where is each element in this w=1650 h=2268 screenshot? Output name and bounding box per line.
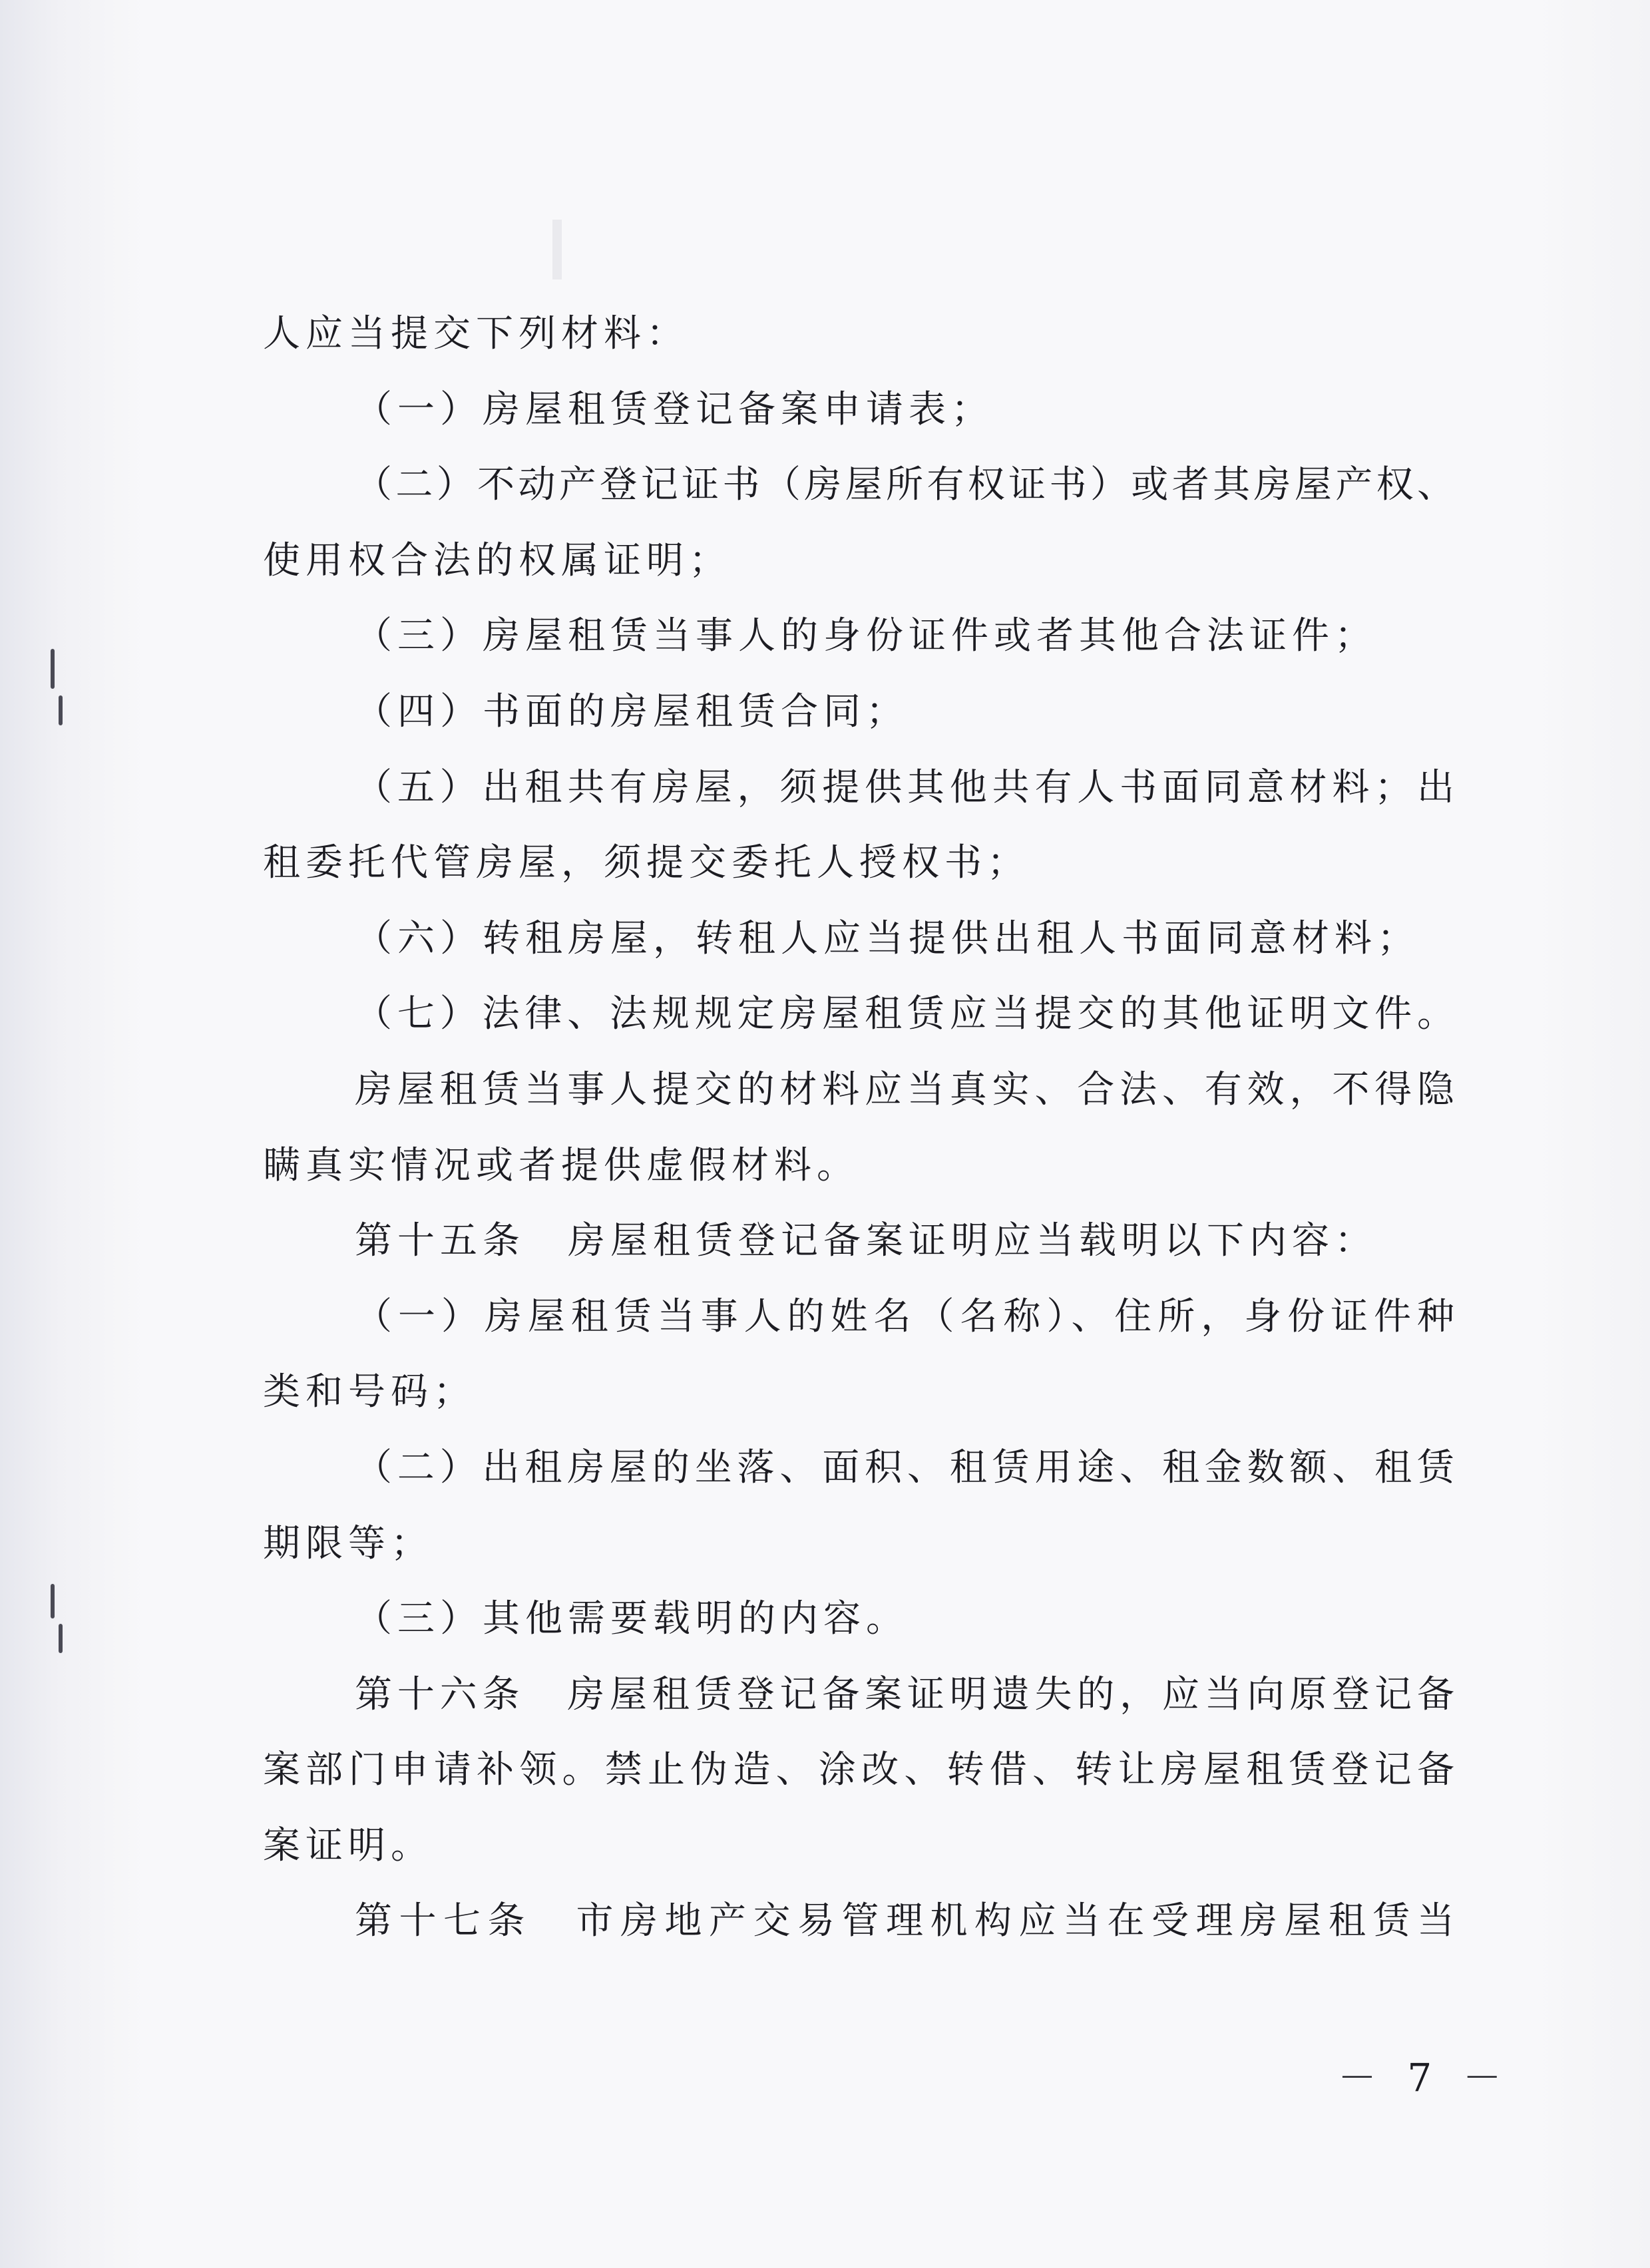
text-line: 类和号码； [263,1370,476,1414]
text-line: （七）法律、法规规定房屋租赁应当提交的其他证明文件。 [355,992,1454,1036]
body-text [263,296,1454,1959]
binding-staple-mark [51,649,55,689]
text-line: 瞒真实情况或者提供虚假材料。 [263,1143,859,1187]
text-line: 租委托代管房屋，须提交委托人授权书； [263,841,1030,885]
text-line: 期限等； [263,1521,433,1565]
page-number: － 7 － [1338,2055,1511,2100]
text-line: （五）出租共有房屋，须提供其他共有人书面同意材料；出 [355,765,1454,809]
text-line: （三）其他需要载明的内容。 [355,1597,909,1641]
text-line: 房屋租赁当事人提交的材料应当真实、合法、有效，不得隐 [355,1067,1454,1111]
text-line: （一）房屋租赁当事人的姓名（名称）、住所，身份证件种 [355,1294,1454,1338]
text-line: 案证明。 [263,1823,433,1867]
binding-staple-mark [59,695,63,725]
text-line: （二）出租房屋的坐落、面积、租赁用途、租金数额、租赁 [355,1445,1454,1489]
text-line: 第十五条 房屋租赁登记备案证明应当载明以下内容： [355,1219,1377,1263]
text-line: 第十六条 房屋租赁登记备案证明遗失的，应当向原登记备 [355,1672,1454,1716]
text-line: （四）书面的房屋租赁合同； [355,689,909,733]
text-line: 使用权合法的权属证明； [263,538,731,582]
text-line: 第十七条 市房地产交易管理机构应当在受理房屋租赁当 [355,1899,1454,1943]
text-line: 案部门申请补领。禁止伪造、涂改、转借、转让房屋租赁登记备 [263,1748,1454,1792]
text-line: 人应当提交下列材料： [263,312,689,355]
text-line: （三）房屋租赁当事人的身份证件或者其他合法证件； [355,614,1377,658]
text-line: （一）房屋租赁登记备案申请表； [355,387,994,431]
text-line: （二）不动产登记证书（房屋所有权证书）或者其房屋产权、 [355,463,1454,507]
binding-staple-mark [59,1624,63,1653]
bleed-through-mark [552,220,562,280]
binding-staple-mark [51,1584,55,1618]
text-line: （六）转租房屋，转租人应当提供出租人书面同意材料； [355,916,1420,960]
